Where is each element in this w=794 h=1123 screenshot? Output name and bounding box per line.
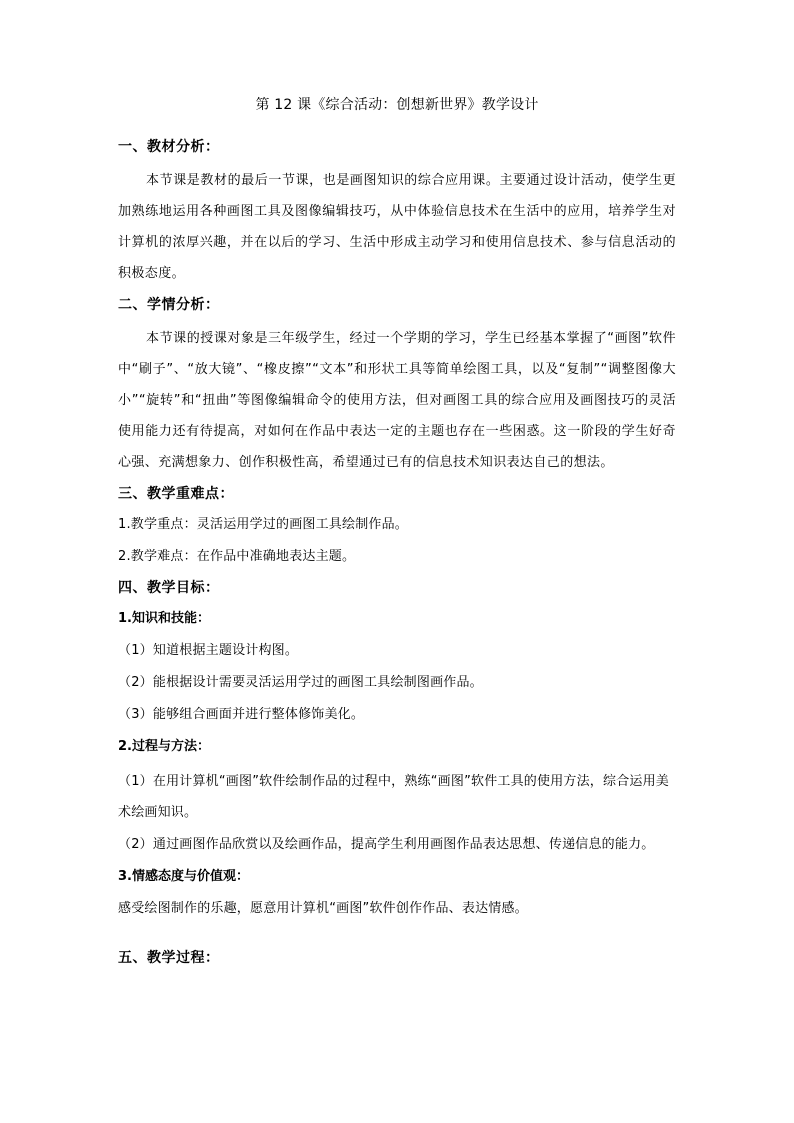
goal-item: （2）通过画图作品欣赏以及绘画作品，提高学生利用画图作品表达思想、传递信息的能力。 (118, 837, 655, 852)
goal-item: （1）知道根据主题设计构图。 (118, 643, 299, 658)
subheading-process-methods: 2.过程与方法： (118, 739, 210, 754)
section-heading-textbook-analysis: 一、教材分析： (118, 139, 220, 155)
goal-item: （1）在用计算机“画图”软件绘制作品的过程中，熟练“画图”软件工具的使用方法，综合运用美术绘画知识。 (118, 774, 670, 820)
section-body-student-analysis: 本节课的授课对象是三年级学生，经过一个学期的学习，学生已经基本掌握了“画图”软件中“刷子”、“放大镜”、“橡皮擦”“文本”和形状工具等简单绘图工具，以及“复制”“调整图像大小”“旋转”和“扭曲”等图像编辑命令的使用方法，但对画图工具的综合应用及画图技巧的灵活使用能力还有待提高，对如何在作品中表达一定的主题也存在一些困惑。这一阶段的学生好奇心强、充满想象力、创作积极性高，希望通过已有的信息技术知识表达自己的想法。 (118, 331, 676, 470)
attitude-values-body: 感受绘图制作的乐趣，愿意用计算机“画图”软件创作作品、表达情感。 (118, 901, 528, 916)
section-heading-teaching-goals: 四、教学目标： (118, 580, 220, 596)
section-heading-teaching-process: 五、教学过程： (118, 950, 220, 966)
spacer (118, 928, 676, 946)
key-point-item: 1.教学重点：灵活运用学过的画图工具绘制作品。 (118, 517, 409, 532)
goal-item: （2）能根据设计需要灵活运用学过的画图工具绘制图画作品。 (118, 675, 483, 690)
difficult-point-item: 2.教学难点：在作品中准确地表达主题。 (118, 549, 356, 564)
goal-item: （3）能够组合画面并进行整体修饰美化。 (118, 707, 365, 722)
subheading-knowledge-skills: 1.知识和技能： (118, 611, 210, 626)
section-heading-student-analysis: 二、学情分析： (118, 297, 220, 313)
document-title: 第 12 课《综合活动：创想新世界》教学设计 (255, 97, 539, 113)
section-body-textbook-analysis: 本节课是教材的最后一节课，也是画图知识的综合应用课。主要通过设计活动，使学生更加熟练地运用各种画图工具及图像编辑技巧，从中体验信息技术在生活中的应用，培养学生对计算机的浓厚兴趣，并在以后的学习、生活中形成主动学习和使用信息技术、参与信息活动的积极态度。 (118, 173, 676, 281)
subheading-attitude-values: 3.情感态度与价值观： (118, 869, 249, 884)
section-heading-key-points: 三、教学重难点： (118, 486, 234, 502)
